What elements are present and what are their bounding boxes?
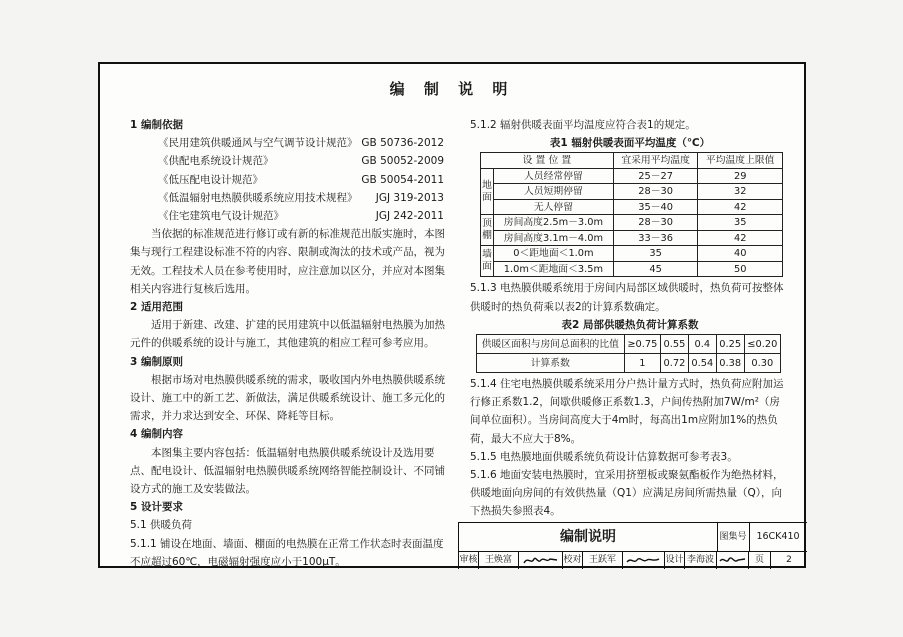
page-number: 2 — [786, 555, 792, 565]
table-row: 人员短期停留 28－30 32 — [481, 184, 783, 200]
header-cell: 宜采用平均温度 — [613, 153, 698, 169]
local-heating-coefficient-table — [476, 334, 781, 373]
section-heading: 1 编制依据 — [130, 119, 183, 131]
paragraph: 适用于新建、改建、扩建的民用建筑中以低温辐射电热膜为加热元件的供暖系统的设计与施工，其他建筑的相应工程可参考应用。 — [130, 319, 445, 350]
paragraph: 当依据的标准规范进行修订或有新的标准规范出版实施时，本图集与现行工程建设标准不符的内容、限制或淘汰的技术或产品，视为无效。工程技术人员在参考使用时，应注意加以区分，并应对本图集相关内容进行复核后选用。 — [130, 228, 445, 295]
table-row: 墙面 0＜距地面＜1.0m 35 40 — [481, 246, 783, 262]
atlas-number-label: 图集号 — [717, 523, 750, 551]
table-row: 无人停留 35－40 42 — [481, 199, 783, 215]
atlas-number: 16CK410 — [756, 531, 800, 542]
surface-temperature-table — [480, 152, 783, 277]
paragraph: 5.1.5 电热膜地面供暖系统负荷设计估算数据可参考表3。 — [470, 450, 738, 463]
section-heading: 5 设计要求 — [130, 501, 183, 514]
reference-item: 《民用建筑供暖通风与空气调节设计规范》 GB 50736-2012 — [158, 137, 444, 150]
design-name: 李海波 — [685, 551, 717, 569]
paragraph: 5.1.6 地面安装电热膜时，宜采用挤塑板或聚氨酯板作为绝热材料，供暖地面向房间的有效供热量（Q1）应满足房间所需热量（Q），向下热损失参照表4。 — [470, 469, 784, 518]
paragraph: 5.1.2 辐射供暖表面平均温度应符合表1的规定。 — [470, 119, 696, 131]
section-heading: 2 适用范围 — [130, 301, 183, 314]
drawing-name: 编制说明 — [459, 523, 718, 551]
page-title: 编 制 说 明 — [389, 80, 515, 98]
table-row: 1.0m＜距地面＜3.5m 45 50 — [481, 261, 783, 277]
design-signature — [717, 551, 749, 569]
group-cell: 地面 — [481, 168, 494, 215]
title-block — [458, 522, 807, 569]
table-caption: 表1 辐射供暖表面平均温度（℃） — [549, 137, 711, 150]
review-name: 王焕富 — [479, 551, 519, 569]
review-label: 审核 — [459, 551, 479, 569]
header-cell: 设 置 位 置 — [481, 153, 614, 169]
table-row: 供暖区面积与房间总面积的比值 ≥0.75 0.55 0.4 0.25 ≤0.20 — [477, 335, 781, 354]
table-row: 顶棚 房间高度2.5m－3.0m 28－30 35 — [481, 215, 783, 231]
group-cell: 墙面 — [481, 246, 494, 277]
page-label: 页 — [749, 551, 771, 569]
review-signature — [519, 551, 563, 569]
check-label: 校对 — [563, 551, 583, 569]
table-row: 计算系数 1 0.72 0.54 0.38 0.30 — [477, 354, 781, 373]
table-row: 房间高度3.1m－4.0m 33－36 42 — [481, 230, 783, 246]
reference-item: 《低压配电设计规范》 GB 50054-2011 — [158, 173, 444, 186]
check-signature — [623, 551, 665, 569]
right-column — [470, 116, 790, 521]
table-row: 地面 人员经常停留 25－27 29 — [481, 168, 783, 184]
reference-item: 《住宅建筑电气设计规范》 JGJ 242-2011 — [158, 210, 444, 223]
left-column — [130, 116, 448, 571]
table-header-row — [481, 153, 783, 169]
paragraph: 5.1.1 铺设在地面、墙面、棚面的电热膜在正常工作状态时表面温度不应超过60℃，电磁辐射强度应小于100μT。 — [130, 537, 444, 568]
paragraph: 5.1.3 电热膜供暖系统用于房间内局部区域供暖时，热负荷可按整体供暖时的热负荷乘以表2的计算系数确定。 — [470, 282, 784, 313]
section-heading: 3 编制原则 — [130, 355, 183, 368]
paragraph: 5.1.4 住宅电热膜供暖系统采用分户热计量方式时，热负荷应附加运行修正系数1.2，间歇供暖修正系数1.3，户间传热附加7W/m²（房间单位面积）。当房间高度大于4m时，每高出1m应附加1%的热负荷，最大不应大于8%。 — [470, 378, 784, 445]
design-label: 设计 — [665, 551, 685, 569]
subsection-heading: 5.1 供暖负荷 — [130, 519, 193, 532]
paragraph: 根据市场对电热膜供暖系统的需求，吸收国内外电热膜供暖系统设计、施工中的新工艺、新做法，满足供暖系统设计、施工多元化的需求，并力求达到安全、环保、降耗等目标。 — [130, 373, 445, 423]
header-cell: 平均温度上限值 — [698, 153, 783, 169]
section-heading: 4 编制内容 — [130, 428, 183, 441]
reference-item: 《供配电系统设计规范》 GB 50052-2009 — [158, 155, 444, 168]
paragraph: 本图集主要内容包括：低温辐射电热膜供暖系统设计及选用要点、配电设计、低温辐射电热膜供暖系统网络智能控制设计、不同铺设方式的施工及安装做法。 — [130, 446, 445, 496]
table-caption: 表2 局部供暖热负荷计算系数 — [561, 318, 699, 331]
reference-item: 《低温辐射电热膜供暖系统应用技术规程》 JGJ 319-2013 — [158, 191, 444, 204]
drawing-sheet — [98, 62, 806, 568]
group-cell: 顶棚 — [481, 215, 494, 246]
check-name: 王跃军 — [583, 551, 623, 569]
